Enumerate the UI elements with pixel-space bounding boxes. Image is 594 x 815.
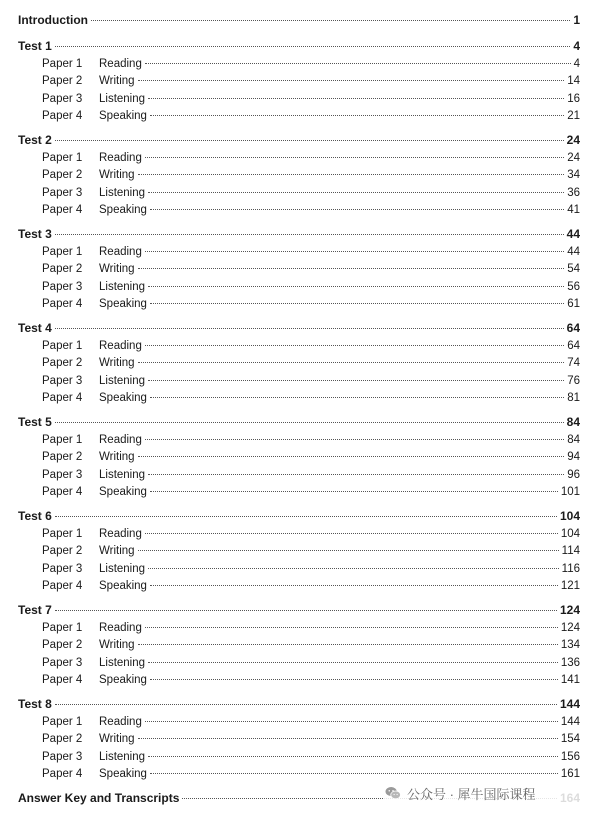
toc-entry [42,355,580,371]
toc-page-number: 44 [566,227,580,241]
toc-title: Writing [99,733,135,745]
dot-leader [91,20,570,21]
toc-page-number: 41 [567,204,580,216]
toc-page-number: 81 [567,392,580,404]
toc-title: Test 2 [18,133,52,147]
toc-entry [42,467,580,483]
dot-leader [150,585,558,586]
toc-paper-label: Paper 3 [42,468,83,481]
toc-title: Reading [99,57,142,70]
toc-page-number: 154 [560,733,580,745]
dot-leader [138,456,565,457]
toc-page-number: 144 [560,715,580,728]
dot-leader [55,140,564,141]
toc-entry [42,261,580,277]
toc-section [18,602,580,618]
toc-title: Listening [99,374,146,387]
toc-entry [42,714,580,730]
toc-page-number: 141 [560,674,580,686]
toc-title: Reading [99,433,142,446]
toc-entry [42,731,580,747]
toc-page-number: 104 [560,527,580,540]
dot-leader [145,721,558,722]
dot-leader [138,362,565,363]
dot-leader [138,738,558,739]
toc-page-number: 44 [567,245,580,258]
toc-entry [42,56,580,72]
toc-entry [42,279,580,295]
toc-paper-label: Paper 2 [42,451,83,463]
toc-paper-label: Paper 3 [42,750,83,763]
toc-title: Test 4 [18,321,52,335]
toc-page-number: 54 [567,263,580,275]
toc-entry [42,432,580,448]
toc-page-number: 4 [573,39,580,53]
toc-section [18,12,580,28]
toc-paper-label: Paper 2 [42,545,83,557]
toc-title: Speaking [99,486,147,498]
dot-leader [55,704,557,705]
toc-entry [42,637,580,653]
toc-title: Listening [99,468,146,481]
toc-entry [42,655,580,671]
toc-title: Test 1 [18,39,52,53]
toc-title: Writing [99,75,135,87]
dot-leader [55,516,557,517]
toc-title: Reading [99,621,142,634]
dot-leader [150,115,564,116]
toc-entry [42,73,580,89]
toc-paper-label: Paper 1 [42,57,83,70]
toc-page-number: 16 [567,92,580,105]
toc-paper-label: Paper 2 [42,639,83,651]
toc-title: Writing [99,263,135,275]
toc-paper-label: Paper 2 [42,75,83,87]
toc-paper-label: Paper 1 [42,433,83,446]
toc-paper-label: Paper 4 [42,204,83,216]
wechat-icon [384,784,402,802]
dot-leader [145,439,564,440]
toc-page-number: 21 [567,110,580,122]
toc-title: Listening [99,562,146,575]
toc-page-number: 94 [567,451,580,463]
dot-leader [55,328,564,329]
toc-entry [42,150,580,166]
toc-entry [42,108,580,124]
dot-leader [138,644,558,645]
toc-title: Listening [99,92,146,105]
toc-title: Test 7 [18,603,52,617]
toc-paper-label: Paper 1 [42,715,83,728]
dot-leader [138,174,565,175]
dot-leader [138,550,559,551]
toc-title: Writing [99,169,135,181]
toc-title: Writing [99,357,135,369]
watermark [384,782,582,804]
dot-leader [145,627,558,628]
toc-page-number: 1 [573,13,580,27]
toc-page-number: 134 [560,639,580,651]
toc-title: Listening [99,186,146,199]
toc-title: Speaking [99,580,147,592]
toc-entry [42,338,580,354]
toc-title: Listening [99,750,146,763]
dot-leader [55,610,557,611]
toc-page-number: 124 [560,621,580,634]
toc-title: Listening [99,656,146,669]
toc-page-number: 56 [567,280,580,293]
toc-title: Test 3 [18,227,52,241]
toc-title: Writing [99,545,135,557]
dot-leader [150,209,564,210]
toc-entry [42,167,580,183]
toc-page-number: 136 [560,656,580,669]
toc-paper-label: Paper 3 [42,280,83,293]
watermark-text: 公众号 · 犀牛国际课程 [407,786,536,802]
dot-leader [145,157,564,158]
toc-page-number: 114 [561,545,580,557]
toc-entry [42,185,580,201]
toc-paper-label: Paper 4 [42,486,83,498]
toc-paper-label: Paper 1 [42,339,83,352]
toc-page-number: 161 [560,768,580,780]
toc-title: Speaking [99,110,147,122]
toc-title: Listening [99,280,146,293]
toc-paper-label: Paper 4 [42,392,83,404]
dot-leader [55,422,564,423]
dot-leader [145,251,564,252]
toc-paper-label: Paper 1 [42,245,83,258]
toc-entry [42,561,580,577]
toc-title: Writing [99,451,135,463]
toc-page-number: 121 [560,580,580,592]
toc-page-number: 14 [567,75,580,87]
toc-page-number: 104 [559,509,580,523]
toc-paper-label: Paper 1 [42,151,83,164]
dot-leader [150,397,564,398]
dot-leader [145,63,571,64]
toc-title: Speaking [99,298,147,310]
toc-paper-label: Paper 2 [42,169,83,181]
toc-entry [42,672,580,688]
dot-leader [145,345,564,346]
toc-page-number: 76 [567,374,580,387]
dot-leader [148,568,559,569]
toc-title: Speaking [99,768,147,780]
toc-title: Speaking [99,674,147,686]
toc-section [18,226,580,242]
toc-entry [42,91,580,107]
toc-entry [42,543,580,559]
toc-paper-label: Paper 3 [42,562,83,575]
toc-entry [42,620,580,636]
toc-paper-label: Paper 2 [42,263,83,275]
toc-entry [42,766,580,782]
toc-entry [42,578,580,594]
dot-leader [55,46,571,47]
toc-entry [42,390,580,406]
toc-title: Speaking [99,204,147,216]
toc-entry [42,373,580,389]
toc-section [18,132,580,148]
dot-leader [148,286,564,287]
toc-section [18,696,580,712]
toc-title: Reading [99,715,142,728]
toc-paper-label: Paper 1 [42,527,83,540]
toc-page-number: 101 [560,486,580,498]
dot-leader [148,192,564,193]
toc-page-number: 84 [566,415,580,429]
toc-entry [42,526,580,542]
toc-title: Test 6 [18,509,52,523]
toc-section [18,320,580,336]
dot-leader [148,474,564,475]
toc-title: Answer Key and Transcripts [18,791,180,805]
toc-paper-label: Paper 1 [42,621,83,634]
toc-page-number: 64 [566,321,580,335]
dot-leader [150,773,558,774]
dot-leader [150,679,558,680]
toc-page-number: 4 [573,57,580,70]
toc-paper-label: Paper 4 [42,768,83,780]
toc-title: Reading [99,245,142,258]
toc-title: Introduction [18,13,88,27]
toc-entry [42,202,580,218]
toc-page-number: 64 [567,339,580,352]
toc-page-number: 24 [566,133,580,147]
toc-page-number: 116 [561,562,580,575]
dot-leader [148,98,564,99]
dot-leader [138,268,565,269]
toc-page-number: 74 [567,357,580,369]
toc-page-number: 24 [567,151,580,164]
toc-title: Reading [99,527,142,540]
toc-entry [42,296,580,312]
toc-paper-label: Paper 3 [42,92,83,105]
toc-page-number: 124 [559,603,580,617]
dot-leader [150,491,558,492]
dot-leader [148,380,564,381]
dot-leader [148,662,558,663]
dot-leader [138,80,565,81]
toc-page-number: 84 [567,433,580,446]
toc-paper-label: Paper 3 [42,186,83,199]
toc-paper-label: Paper 3 [42,656,83,669]
dot-leader [55,234,564,235]
toc-paper-label: Paper 2 [42,733,83,745]
toc-title: Speaking [99,392,147,404]
toc-paper-label: Paper 4 [42,580,83,592]
toc-entry [42,484,580,500]
toc-section [18,508,580,524]
toc-title: Test 8 [18,697,52,711]
toc-title: Reading [99,339,142,352]
toc-title: Test 5 [18,415,52,429]
toc-title: Writing [99,639,135,651]
toc-entry [42,749,580,765]
toc-title: Reading [99,151,142,164]
toc-section [18,414,580,430]
toc-section [18,38,580,54]
toc-paper-label: Paper 4 [42,110,83,122]
toc-page-number: 96 [567,468,580,481]
toc-paper-label: Paper 2 [42,357,83,369]
toc-paper-label: Paper 4 [42,674,83,686]
toc-page-number: 156 [560,750,580,763]
toc-page-number: 144 [559,697,580,711]
toc-entry [42,244,580,260]
dot-leader [150,303,564,304]
dot-leader [148,756,558,757]
toc-paper-label: Paper 3 [42,374,83,387]
toc-page-number: 36 [567,186,580,199]
toc-page-number: 34 [567,169,580,181]
dot-leader [145,533,558,534]
toc-entry [42,449,580,465]
toc-paper-label: Paper 4 [42,298,83,310]
toc-page-number: 61 [567,298,580,310]
